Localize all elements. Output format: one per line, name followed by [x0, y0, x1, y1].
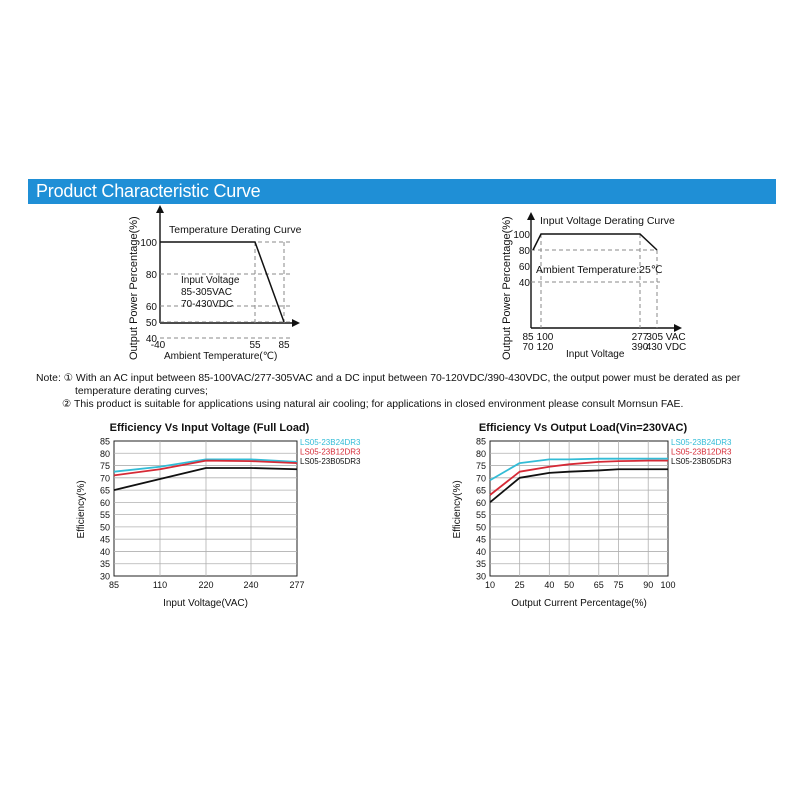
eff-load-y-axis-label: Efficiency(%): [452, 480, 463, 539]
eff-load-x-tick-label: 25: [514, 580, 525, 590]
eff-load-y-tick-label: 65: [475, 485, 486, 496]
eff-vin-y-tick-label: 80: [99, 448, 110, 459]
eff-load-y-tick-label: 35: [475, 559, 486, 570]
eff-vin-legend-entry-red: LS05-23B12DR3: [300, 447, 361, 457]
eff-load-y-tick-label: 30: [475, 571, 486, 582]
volt-annotation: Ambient Temperature:25℃: [536, 264, 663, 276]
temp-x-axis-label: Ambient Temperature(℃): [164, 351, 278, 362]
volt-x-tick-label-ac: 85: [522, 332, 534, 343]
eff-load-y-tick-label: 55: [475, 510, 486, 521]
volt-x-tick-label-dc: 120: [536, 342, 554, 353]
eff-vin-y-tick-label: 55: [99, 510, 110, 521]
eff-load-y-tick-label: 80: [475, 448, 486, 459]
eff-load-legend-entry-cyan: LS05-23B24DR3: [671, 438, 732, 447]
temp-x-tick-label: -40: [150, 340, 166, 351]
temp-x-axis-arrow: [292, 319, 300, 327]
eff-vin-x-tick-label: 110: [152, 580, 168, 590]
volt-x-tick-label-dc: 70: [522, 342, 534, 353]
eff-vin-x-axis-label: Input Voltage(VAC): [163, 598, 248, 609]
temp-chart-title: Temperature Derating Curve: [169, 224, 302, 236]
eff-load-x-tick-label: 50: [564, 580, 575, 590]
eff-vin-y-tick-label: 35: [99, 559, 110, 570]
eff-load-y-tick-label: 40: [475, 546, 486, 557]
eff-vin-x-tick-label: 220: [198, 580, 214, 590]
volt-x-tick-label-ac: 100: [536, 332, 554, 343]
eff-load-x-tick-label: 65: [593, 580, 604, 590]
eff-load-x-tick-label: 75: [613, 580, 624, 590]
volt-y-axis-label: Output Power Percentage(%): [501, 216, 513, 360]
temp-annotation-line: 85-305VAC: [181, 287, 232, 298]
eff-vin-y-tick-label: 50: [99, 522, 110, 533]
eff-vin-legend-entry-cyan: LS05-23B24DR3: [300, 438, 361, 447]
volt-y-tick-label: 60: [518, 262, 530, 273]
eff-load-x-tick-label: 90: [643, 580, 654, 590]
eff-vin-y-tick-label: 75: [99, 461, 110, 472]
temp-annotation-line: 70-430VDC: [181, 299, 234, 310]
eff-vin-y-tick-label: 70: [99, 473, 110, 484]
eff-load-y-tick-label: 85: [475, 436, 486, 447]
temp-annotation-line: Input Voltage: [181, 275, 240, 286]
volt-y-tick-label: 80: [518, 246, 530, 257]
section-title-banner: Product Characteristic Curve: [28, 179, 776, 204]
temp-y-tick-label: 40: [145, 334, 157, 345]
volt-x-tick-label-ac: 277: [631, 332, 649, 343]
eff-load-y-tick-label: 60: [475, 497, 486, 508]
eff-vin-y-tick-label: 85: [99, 436, 110, 447]
note-line-2: temperature derating curves;: [75, 386, 208, 397]
eff-load-title: Efficiency Vs Output Load(Vin=230VAC): [478, 422, 688, 434]
temp-y-tick-label: 50: [145, 318, 157, 329]
volt-x-tick-label-dc: 390: [631, 342, 649, 353]
eff-load-y-tick-label: 50: [475, 522, 486, 533]
eff-vin-y-tick-label: 60: [99, 497, 110, 508]
eff-load-y-tick-label: 75: [475, 461, 486, 472]
temp-y-axis-arrow: [156, 205, 164, 213]
eff-vin-y-tick-label: 30: [99, 571, 110, 582]
eff-load-legend-entry-red: LS05-23B12DR3: [671, 447, 732, 457]
temp-x-tick-label: 55: [249, 340, 261, 351]
eff-vin-x-tick-label: 240: [243, 580, 259, 590]
eff-vin-y-tick-label: 45: [99, 534, 110, 545]
eff-load-legend-entry-black: LS05-23B05DR3: [671, 457, 732, 466]
eff-vin-y-axis-label: Efficiency(%): [76, 480, 87, 539]
temp-y-axis-label: Output Power Percentage(%): [128, 216, 140, 360]
volt-x-axis-label: Input Voltage: [566, 349, 625, 360]
eff-vin-y-tick-label: 40: [99, 546, 110, 557]
note-line-3: ② This product is suitable for applications using natural air cooling; for applications in closed environment please consult Mornsun FAE.: [62, 399, 684, 410]
eff-load-x-tick-label: 10: [484, 580, 496, 590]
eff-vin-legend-entry-black: LS05-23B05DR3: [300, 457, 361, 466]
volt-x-axis-arrow: [674, 324, 682, 332]
eff-load-x-tick-label: 100: [660, 580, 676, 590]
temp-x-tick-label: 85: [278, 340, 290, 351]
temp-y-tick-label: 100: [140, 238, 157, 249]
volt-y-tick-label: 40: [518, 278, 530, 289]
temp-y-tick-label: 60: [145, 302, 157, 313]
eff-vin-x-tick-label: 277: [289, 580, 305, 590]
volt-x-tick-label-ac: 305 VAC: [646, 332, 686, 343]
eff-load-y-tick-label: 70: [475, 473, 486, 484]
volt-derating-line: [533, 234, 657, 250]
eff-load-x-axis-label: Output Current Percentage(%): [511, 598, 647, 609]
eff-vin-x-tick-label: 85: [108, 580, 120, 590]
note-line-1: Note: ① With an AC input between 85-100VAC/277-305VAC and a DC input between 70-120VDC/390-430VDC, the output power must be derated as per: [36, 373, 741, 384]
temp-y-tick-label: 80: [145, 270, 157, 281]
eff-vin-y-tick-label: 65: [99, 485, 110, 496]
eff-vin-title: Efficiency Vs Input Voltage (Full Load): [109, 422, 310, 434]
eff-load-y-tick-label: 45: [475, 534, 486, 545]
volt-chart-title: Input Voltage Derating Curve: [540, 215, 675, 227]
eff-load-x-tick-label: 40: [544, 580, 555, 590]
volt-x-tick-label-dc: 430 VDC: [645, 342, 687, 353]
volt-y-axis-arrow: [527, 212, 535, 220]
volt-y-tick-label: 100: [513, 230, 530, 241]
